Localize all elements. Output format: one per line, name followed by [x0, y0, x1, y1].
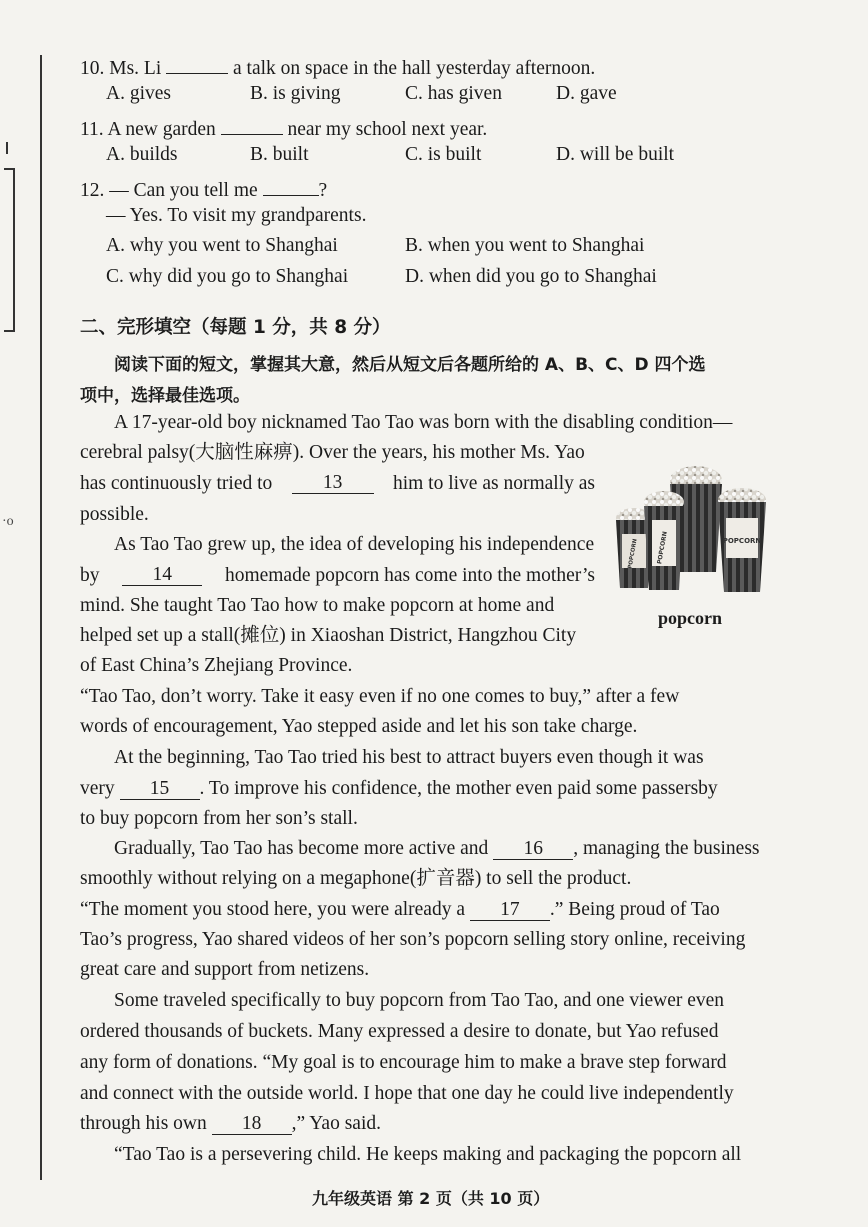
answer-blank: [263, 174, 319, 196]
option-c: C. why did you go to Shanghai: [106, 266, 349, 287]
passage-line: A 17-year-old boy nicknamed Tao Tao was born with the disabling condition—: [114, 412, 733, 433]
option-c: C. has given: [405, 83, 502, 104]
passage-line: [114, 837, 760, 861]
passage-line: smoothly without relying on a megaphone(扩音器) to sell the product.: [80, 868, 632, 889]
margin-mark-dots: ·o: [2, 514, 14, 529]
option-a: A. why you went to Shanghai: [106, 235, 338, 256]
passage-line: [80, 564, 595, 588]
option-b: B. when you went to Shanghai: [405, 235, 645, 256]
margin-bracket: [4, 168, 15, 332]
blank-14: 14: [122, 564, 202, 586]
option-b: B. built: [250, 144, 309, 165]
option-a: A. builds: [106, 144, 178, 165]
blank-17: 17: [470, 899, 550, 921]
question-12-reply: — Yes. To visit my grandparents.: [106, 205, 367, 226]
section-heading: 二、完形填空（每题 1 分，共 8 分）: [80, 317, 391, 338]
passage-line: great care and support from netizens.: [80, 959, 370, 980]
answer-blank: [221, 113, 283, 135]
popcorn-buckets-illustration: [612, 460, 772, 600]
passage-line: to buy popcorn from her son’s stall.: [80, 808, 358, 829]
image-caption: popcorn: [658, 608, 723, 628]
passage-text: through his own: [80, 1113, 207, 1134]
passage-line: mind. She taught Tao Tao how to make popcorn at home and: [80, 595, 555, 616]
passage-line: “Tao Tao is a persevering child. He keeps making and packaging the popcorn all: [114, 1144, 742, 1165]
passage-line: words of encouragement, Yao stepped aside and let his son take charge.: [80, 716, 638, 737]
passage-text: very: [80, 778, 115, 799]
passage-text: him to live as normally as: [392, 473, 595, 494]
question-11: [80, 113, 487, 142]
passage-text: .” Being proud of Tao: [549, 899, 720, 920]
passage-text: ,” Yao said.: [291, 1113, 382, 1134]
blank-13: 13: [292, 472, 374, 494]
passage-text: by: [80, 565, 100, 586]
instructions-line-2: 项中，选择最佳选项。: [80, 386, 250, 406]
passage-line: [80, 898, 720, 922]
option-d: D. when did you go to Shanghai: [405, 266, 657, 287]
question-12: [80, 174, 327, 203]
passage-line: Tao’s progress, Yao shared videos of her son’s popcorn selling story online, receiving: [80, 929, 746, 950]
option-a: A. gives: [106, 83, 171, 104]
passage-text: Gradually, Tao Tao has become more active and: [114, 838, 489, 859]
passage-text: homemade popcorn has come into the mother’s: [224, 565, 595, 586]
passage-line: [80, 472, 595, 496]
passage-text: . To improve his confidence, the mother even paid some passersby: [199, 778, 718, 799]
bucket-label: POPCORN: [627, 538, 639, 570]
instructions-line-1: 阅读下面的短文，掌握其大意，然后从短文后各题所给的 A、B、C、D 四个选: [114, 355, 706, 375]
passage-text: , managing the business: [573, 838, 760, 859]
passage-line: helped set up a stall(摊位) in Xiaoshan District, Hangzhou City: [80, 625, 577, 646]
passage-line: As Tao Tao grew up, the idea of developing his independence: [114, 534, 595, 555]
passage-line: “Tao Tao, don’t worry. Take it easy even if no one comes to buy,” after a few: [80, 686, 680, 707]
option-b: B. is giving: [250, 83, 341, 104]
option-d: D. gave: [556, 83, 617, 104]
option-c: C. is built: [405, 144, 482, 165]
bucket-label: POPCORN: [722, 537, 762, 545]
passage-text: has continuously tried to: [80, 473, 273, 494]
passage-line: and connect with the outside world. I hope that one day he could live independently: [80, 1083, 734, 1104]
question-10: [80, 52, 595, 81]
blank-18: 18: [212, 1113, 292, 1135]
passage-line: possible.: [80, 504, 149, 525]
passage-text: “The moment you stood here, you were already a: [80, 899, 465, 920]
popcorn-image: [612, 460, 772, 600]
question-11-stem: 11. A new garden: [80, 119, 216, 140]
question-11-rest: near my school next year.: [287, 119, 488, 140]
passage-line: cerebral palsy(大脑性麻痹). Over the years, his mother Ms. Yao: [80, 442, 585, 463]
passage-line: Some traveled specifically to buy popcorn from Tao Tao, and one viewer even: [114, 990, 725, 1011]
passage-line: any form of donations. “My goal is to encourage him to make a brave step forward: [80, 1052, 727, 1073]
blank-15: 15: [120, 778, 200, 800]
question-12-rest: ?: [318, 180, 328, 201]
passage-line: of East China’s Zhejiang Province.: [80, 655, 353, 676]
page-footer: 九年级英语 第 2 页（共 10 页）: [312, 1189, 550, 1208]
option-d: D. will be built: [556, 144, 675, 165]
passage-line: [80, 777, 718, 801]
bucket-label: POPCORN: [656, 530, 669, 565]
answer-blank: [166, 52, 228, 74]
question-10-rest: a talk on space in the hall yesterday afternoon.: [233, 58, 596, 79]
binding-line: [40, 55, 42, 1180]
margin-mark: [6, 142, 8, 154]
question-10-stem: 10. Ms. Li: [80, 58, 162, 79]
question-12-stem: 12. — Can you tell me: [80, 180, 258, 201]
passage-line: ordered thousands of buckets. Many expressed a desire to donate, but Yao refused: [80, 1021, 719, 1042]
blank-16: 16: [493, 838, 573, 860]
passage-line: [80, 1112, 381, 1136]
passage-line: At the beginning, Tao Tao tried his best to attract buyers even though it was: [114, 747, 704, 768]
